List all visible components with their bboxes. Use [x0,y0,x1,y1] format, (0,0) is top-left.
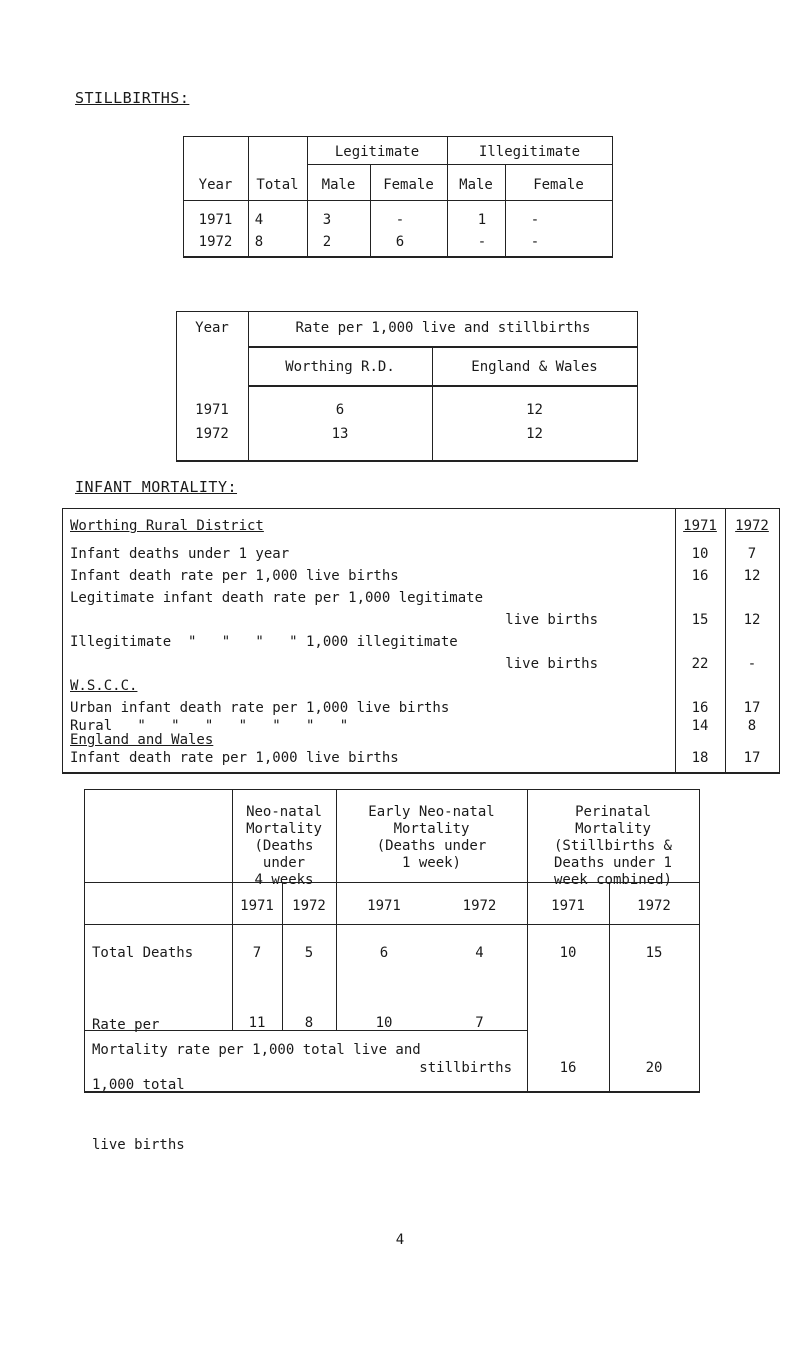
year-label: 1972 [637,898,671,914]
header-female-illegit: Female [533,177,584,193]
value-1972: - [747,656,757,672]
row-label [92,975,185,1195]
header-england: England & Wales [471,359,598,375]
cell-year: 1971 [198,212,233,228]
cell-total: 4 [254,212,264,228]
header-legitimate: Legitimate [334,144,420,160]
row-label: Mortality rate per 1,000 total live and [92,1042,421,1058]
cell-leg-male: 3 [322,212,332,228]
row-label-cont: stillbirths [419,1060,512,1076]
header-male: Male [321,177,356,193]
infant-mortality-heading: INFANT MORTALITY: [75,478,238,496]
value: 15 [645,945,663,961]
cell-leg-female: 6 [395,234,405,250]
row-label: Infant death rate per 1,000 live births [70,568,399,584]
header-line: Early Neo-natal [368,804,495,820]
header-line: Perinatal [575,804,651,820]
cell-ill-male: 1 [477,212,487,228]
value: 10 [559,945,577,961]
cell-ill-female: - [530,212,540,228]
header-line: Mortality [575,821,651,837]
header-line: Deaths under 1 [553,855,672,871]
district-header: Worthing Rural District [70,518,264,534]
value: 6 [379,945,389,961]
row-label-line: live births [92,1137,185,1153]
value-1972: 20 [645,1060,663,1076]
value: 5 [304,945,314,961]
header-1972: 1972 [735,518,769,534]
value: 10 [375,1015,393,1031]
value-1971: 22 [691,656,709,672]
value: 4 [475,945,484,961]
header-illegitimate: Illegitimate [478,144,581,160]
header-line: 1 week) [401,855,461,871]
cell-total: 8 [254,234,264,250]
header-rate: Rate per 1,000 live and stillbirths [295,320,591,336]
header-line: (Stillbirths & [553,838,672,854]
stillbirths-heading: STILLBIRTHS: [75,89,190,107]
wscc-heading: W.S.C.C. [70,678,138,694]
cell-ill-male: - [477,234,487,250]
header-line: week combined) [553,872,672,888]
row-label: Rural " " " " " " " [70,718,349,734]
value-1972: 17 [743,700,761,716]
header-line: (Deaths under [254,838,314,871]
row-label: Infant death rate per 1,000 live births [70,750,399,766]
header-male-illegit: Male [459,177,493,193]
row-label: Legitimate infant death rate per 1,000 legitimate [70,590,484,606]
cell-worthing: 6 [335,402,345,418]
cell-year: 1971 [195,402,229,418]
cell-worthing: 13 [331,426,349,442]
header-perinatal [527,804,699,889]
cell-england: 12 [526,402,543,418]
header-neonatal [232,804,336,889]
value: 8 [304,1015,314,1031]
year-label: 1971 [551,898,585,914]
year-label: 1971 [367,898,401,914]
header-line: Mortality [393,821,470,837]
cell-england: 12 [526,426,543,442]
row-label: Illegitimate " " " " 1,000 illegitimate [70,634,458,650]
value: 11 [248,1015,266,1031]
value-1971: 14 [691,718,709,734]
value: 7 [252,945,262,961]
cell-year: 1972 [195,426,229,442]
cell-year: 1972 [198,234,233,250]
header-total: Total [256,177,299,193]
page-number: 4 [395,1232,405,1248]
year-label: 1972 [462,898,497,914]
header-line: (Deaths under [376,838,487,854]
value-1972: 7 [747,546,757,562]
row-label-line: 1,000 total [92,1077,185,1093]
value-1971: 16 [691,700,709,716]
cell-leg-female: - [395,212,405,228]
year-label: 1972 [292,898,326,914]
value-1971: 18 [691,750,709,766]
header-female: Female [383,177,434,193]
header-year: Year [195,320,229,336]
value-1972: 12 [743,612,761,628]
row-label: Total Deaths [92,945,194,961]
value-1971: 15 [691,612,709,628]
value: 7 [475,1015,484,1031]
row-label-line: Rate per [92,1017,160,1033]
header-year: Year [198,177,233,193]
value-1972: 12 [743,568,761,584]
year-label: 1971 [240,898,274,914]
row-label-cont: live births [505,656,598,672]
row-label-cont: live births [505,612,598,628]
header-line: Neo-natal [246,804,322,820]
value-1971: 10 [691,546,709,562]
header-worthing: Worthing R.D. [285,359,395,375]
value-1972: 8 [747,718,757,734]
england-wales-heading: England and Wales [70,732,214,748]
row-label: Infant deaths under 1 year [70,546,290,562]
value-1971: 16 [691,568,709,584]
cell-leg-male: 2 [322,234,332,250]
header-1971: 1971 [683,518,717,534]
header-early-neonatal [336,804,527,872]
row-label: Urban infant death rate per 1,000 live births [70,700,450,716]
value-1972: 17 [743,750,761,766]
cell-ill-female: - [530,234,540,250]
header-line: 4 weeks [254,872,314,888]
header-line: Mortality [246,821,322,837]
value-1971: 16 [559,1060,577,1076]
